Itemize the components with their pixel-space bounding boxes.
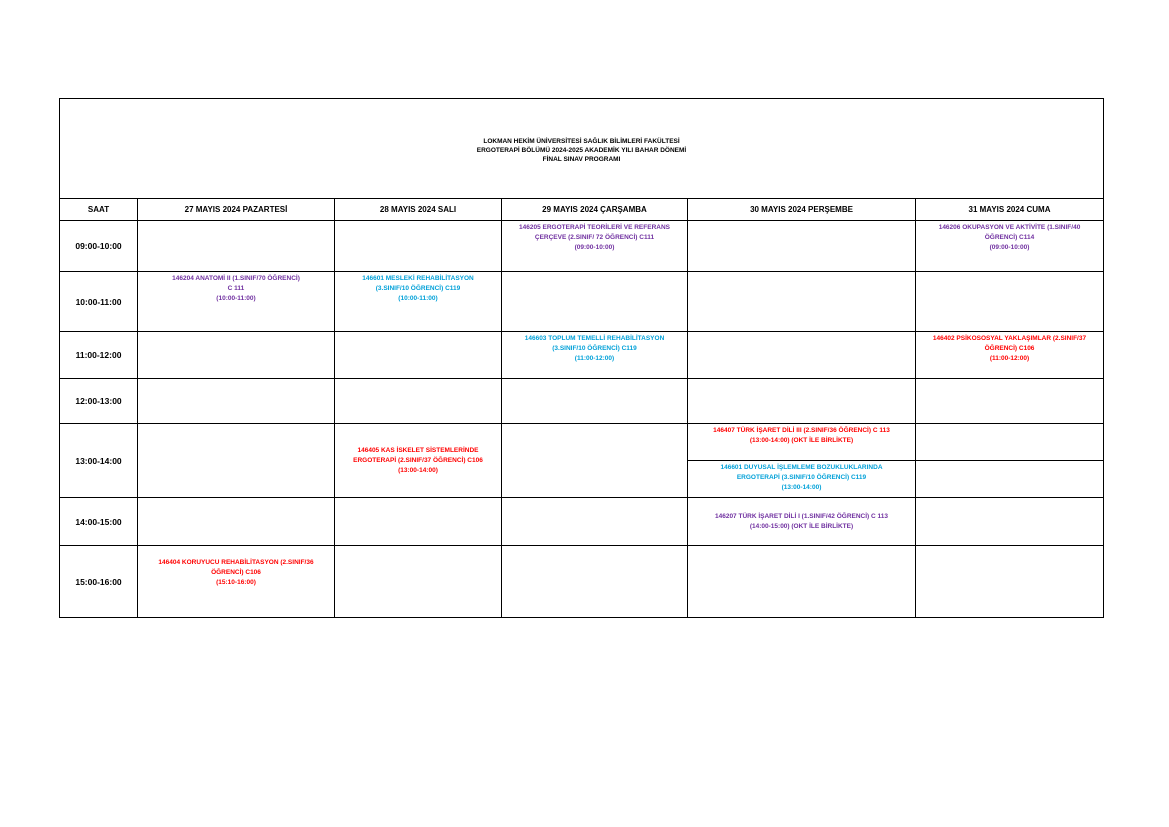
- table-row: [60, 424, 1104, 498]
- exam-entry: 146601 DUYUSAL İŞLEMLEME BOZUKLUKLARINDA ERGOTERAPİ (3.SINIF/10 ÖĞRENCİ) C119 (13:00-14:00): [688, 460, 915, 497]
- exam-entry: 146407 TÜRK İŞARET DİLİ III (2.SINIF/36 ÖĞRENCİ) C 113 (13:00-14:00) (OKT İLE BİRLİKTE): [713, 427, 890, 444]
- empty-cell: [688, 379, 916, 424]
- split-cell: [916, 424, 1104, 498]
- empty-cell: [138, 221, 335, 272]
- empty-cell: [916, 498, 1104, 546]
- empty-cell: [335, 498, 502, 546]
- empty-cell: [335, 332, 502, 379]
- exam-entry: 146601 MESLEKİ REHABİLİTASYON (3.SINIF/10 ÖĞRENCİ) C119 (10:00-11:00): [335, 272, 502, 332]
- time-slot: 13:00-14:00: [60, 424, 138, 498]
- exam-entry: 146405 KAS İSKELET SİSTEMLERİNDE ERGOTERAPİ (2.SINIF/37 ÖĞRENCİ) C106 (13:00-14:00): [335, 424, 502, 498]
- empty-cell: [138, 379, 335, 424]
- table-row: [60, 221, 1104, 272]
- empty-cell: [335, 221, 502, 272]
- empty-cell: [502, 546, 688, 618]
- empty-cell: [916, 379, 1104, 424]
- empty-cell: [916, 272, 1104, 332]
- empty-cell: [502, 272, 688, 332]
- empty-cell: [688, 221, 916, 272]
- empty-cell: [688, 332, 916, 379]
- time-slot: 15:00-16:00: [60, 546, 138, 618]
- exam-entry: 146205 ERGOTERAPİ TEORİLERİ VE REFERANS ÇERÇEVE (2.SINIF/ 72 ÖĞRENCİ) C111 (09:00-10:00): [502, 221, 688, 272]
- exam-entry: 146206 OKUPASYON VE AKTİVİTE (1.SINIF/40 ÖĞRENCİ) C114 (09:00-10:00): [916, 221, 1104, 272]
- empty-cell: [688, 546, 916, 618]
- empty-cell: [335, 546, 502, 618]
- time-slot: 14:00-15:00: [60, 498, 138, 546]
- empty-cell: [916, 546, 1104, 618]
- time-slot: 12:00-13:00: [60, 379, 138, 424]
- col-header-friday: 31 MAYIS 2024 CUMA: [916, 199, 1104, 221]
- col-header-time: SAAT: [60, 199, 138, 221]
- column-header-row: [60, 199, 1104, 221]
- exam-schedule: [59, 98, 1103, 618]
- table-row: [60, 272, 1104, 332]
- time-slot: 09:00-10:00: [60, 221, 138, 272]
- empty-cell: [502, 498, 688, 546]
- col-header-wednesday: 29 MAYIS 2024 ÇARŞAMBA: [502, 199, 688, 221]
- empty-cell: [502, 424, 688, 498]
- table-row: [60, 379, 1104, 424]
- empty-cell: [335, 379, 502, 424]
- schedule-table: [59, 98, 1104, 618]
- time-slot: 11:00-12:00: [60, 332, 138, 379]
- table-row: [60, 498, 1104, 546]
- exam-entry: 146402 PSİKOSOSYAL YAKLAŞIMLAR (2.SINIF/37 ÖĞRENCİ) C106 (11:00-12:00): [916, 332, 1104, 379]
- split-cell: [688, 424, 916, 498]
- table-row: [60, 546, 1104, 618]
- university-title: LOKMAN HEKİM ÜNİVERSİTESİ SAĞLIK BİLİMLERİ FAKÜLTESİ: [483, 138, 680, 145]
- schedule-header: [60, 99, 1104, 199]
- empty-cell: [138, 424, 335, 498]
- department-title: ERGOTERAPİ BÖLÜMÜ 2024-2025 AKADEMİK YILI BAHAR DÖNEMİ: [476, 147, 687, 154]
- empty-cell: [138, 498, 335, 546]
- empty-cell: [502, 379, 688, 424]
- col-header-thursday: 30 MAYIS 2024 PERŞEMBE: [688, 199, 916, 221]
- time-slot: 10:00-11:00: [60, 272, 138, 332]
- exam-entry: 146603 TOPLUM TEMELLİ REHABİLİTASYON (3.SINIF/10 ÖĞRENCİ) C119 (11:00-12:00): [502, 332, 688, 379]
- exam-entry: 146204 ANATOMİ II (1.SINIF/70 ÖĞRENCİ) C 111 (10:00-11:00): [138, 272, 335, 332]
- empty-cell: [688, 272, 916, 332]
- empty-cell: [138, 332, 335, 379]
- exam-entry: 146404 KORUYUCU REHABİLİTASYON (2.SINIF/36 ÖĞRENCİ) C106 (15:10-16:00): [138, 546, 335, 618]
- col-header-monday: 27 MAYIS 2024 PAZARTESİ: [138, 199, 335, 221]
- table-row: [60, 332, 1104, 379]
- col-header-tuesday: 28 MAYIS 2024 SALI: [335, 199, 502, 221]
- exam-entry: 146207 TÜRK İŞARET DİLİ I (1.SINIF/42 ÖĞRENCİ) C 113 (14:00-15:00) (OKT İLE BİRLİKTE): [688, 498, 916, 546]
- program-title: FİNAL SINAV PROGRAMI: [542, 156, 621, 163]
